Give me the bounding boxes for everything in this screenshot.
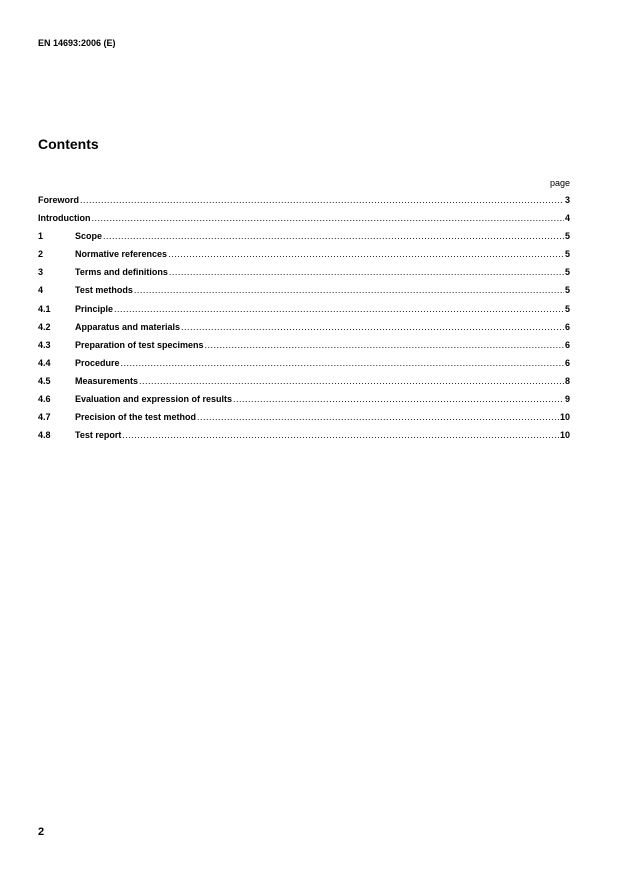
toc-entry[interactable] xyxy=(38,231,570,249)
toc-dot-leader xyxy=(103,231,564,241)
toc-dot-leader xyxy=(233,394,564,404)
toc-entry[interactable] xyxy=(38,376,570,394)
toc-dot-leader xyxy=(80,195,564,205)
toc-entry-page: 6 xyxy=(564,339,570,350)
toc-dot-leader xyxy=(114,304,564,314)
toc-entry-number: 4.1 xyxy=(38,303,51,314)
toc-entry-page: 5 xyxy=(564,285,570,296)
table-of-contents xyxy=(38,195,570,448)
toc-entry[interactable] xyxy=(38,285,570,303)
toc-entry-label: Preparation of test specimens xyxy=(75,339,204,350)
toc-entry-number: 4.3 xyxy=(38,339,51,350)
toc-entry[interactable] xyxy=(38,430,570,448)
toc-entry-page: 5 xyxy=(564,303,570,314)
toc-entry[interactable] xyxy=(38,322,570,340)
toc-entry-number: 4 xyxy=(38,285,44,296)
page-title: Contents xyxy=(38,136,99,152)
toc-entry-number: 4.4 xyxy=(38,357,51,368)
document-header: EN 14693:2006 (E) xyxy=(38,38,116,48)
toc-entry-label: Scope xyxy=(75,231,103,242)
toc-entry-page: 10 xyxy=(559,430,570,441)
toc-dot-leader xyxy=(122,430,559,440)
toc-entry[interactable] xyxy=(38,249,570,267)
toc-entry-label: Normative references xyxy=(75,249,168,260)
toc-entry[interactable] xyxy=(38,213,570,231)
toc-entry-page: 3 xyxy=(564,195,570,205)
toc-entry-page: 6 xyxy=(564,357,570,368)
toc-entry-label: Precision of the test method xyxy=(75,412,197,423)
page-number: 2 xyxy=(38,826,45,838)
toc-entry-label: Test report xyxy=(75,430,122,441)
toc-entry-label: Test methods xyxy=(75,285,133,296)
toc-entry-page: 8 xyxy=(564,375,570,386)
toc-entry-page: 4 xyxy=(564,213,570,224)
toc-entry-number: 4.6 xyxy=(38,394,51,405)
toc-entry-label: Procedure xyxy=(75,357,120,368)
toc-entry-number: 2 xyxy=(38,249,44,260)
toc-entry-label: Terms and definitions xyxy=(75,267,168,278)
page-column-label: page xyxy=(549,178,570,188)
toc-dot-leader xyxy=(121,358,564,368)
toc-dot-leader xyxy=(139,376,564,386)
toc-dot-leader xyxy=(134,285,564,295)
toc-entry[interactable] xyxy=(38,358,570,376)
toc-entry-number: 4.8 xyxy=(38,430,51,441)
toc-dot-leader xyxy=(205,340,564,350)
toc-entry-number: 4.5 xyxy=(38,375,51,386)
toc-dot-leader xyxy=(168,249,564,259)
toc-entry[interactable] xyxy=(38,304,570,322)
toc-entry-page: 5 xyxy=(564,267,570,278)
toc-entry-label: Apparatus and materials xyxy=(75,321,181,332)
toc-entry-page: 10 xyxy=(559,412,570,423)
toc-entry[interactable] xyxy=(38,394,570,412)
toc-entry[interactable] xyxy=(38,412,570,430)
toc-entry-label: Measurements xyxy=(75,375,139,386)
toc-entry-number: 1 xyxy=(38,231,44,242)
toc-dot-leader xyxy=(181,322,564,332)
toc-dot-leader xyxy=(169,267,564,277)
toc-entry[interactable] xyxy=(38,195,570,213)
toc-entry-label: Introduction xyxy=(38,213,91,224)
toc-entry-label: Foreword xyxy=(38,195,80,205)
toc-entry-page: 5 xyxy=(564,249,570,260)
toc-dot-leader xyxy=(92,213,564,223)
toc-entry-label: Evaluation and expression of results xyxy=(75,394,233,405)
toc-entry-page: 5 xyxy=(564,231,570,242)
toc-entry-page: 6 xyxy=(564,321,570,332)
toc-entry-page: 9 xyxy=(564,394,570,405)
toc-entry[interactable] xyxy=(38,340,570,358)
toc-entry-label: Principle xyxy=(75,303,114,314)
toc-entry[interactable] xyxy=(38,267,570,285)
toc-entry-number: 4.2 xyxy=(38,321,51,332)
toc-entry-number: 3 xyxy=(38,267,44,278)
toc-entry-number: 4.7 xyxy=(38,412,51,423)
toc-dot-leader xyxy=(197,412,559,422)
